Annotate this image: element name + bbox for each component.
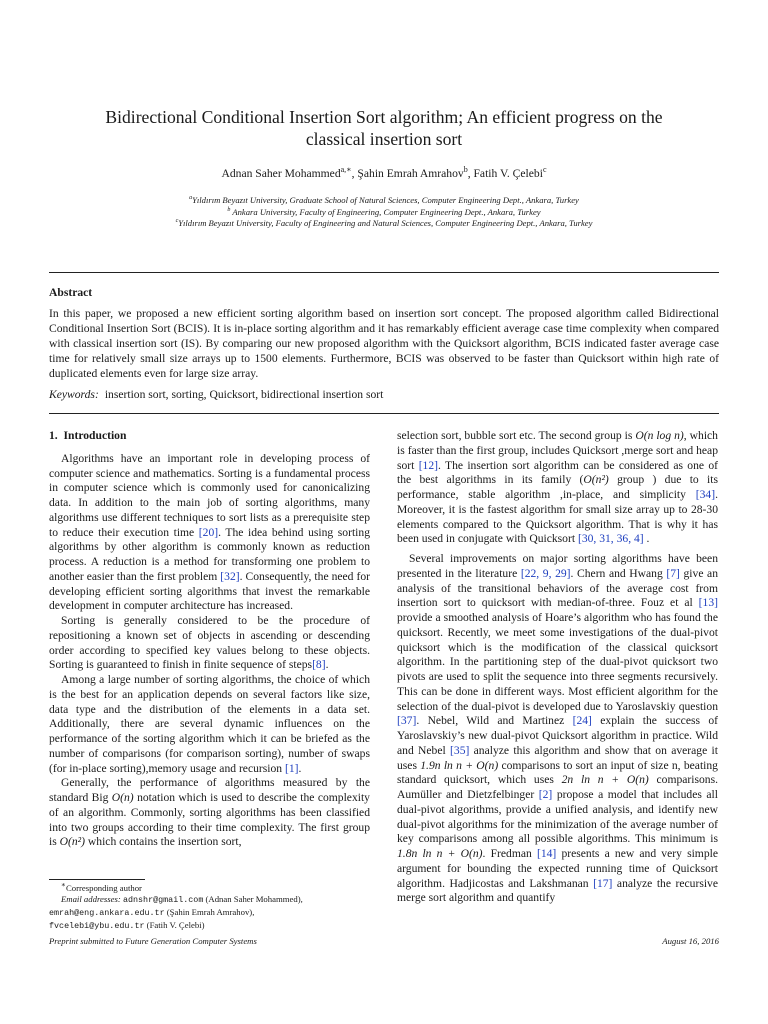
right-column <box>397 429 718 906</box>
footnote-email-line <box>49 894 379 907</box>
abstract-text: In this paper, we proposed a new efficient sorting algorithm based on insertion sort concept. The proposed algorithm called Bidirectional Conditional Insertion Sort (BCIS). It is in-place sorting algorithm and it has remarkably efficient average case time complexity when compared with classical insertion sort (IS). By comparing our new proposed algorithm with the Quicksort algorithm, BCIS indicated faster average case time for relatively small size arrays up to 1500 elements. Furthermore, BCIS was observed to be faster than Quicksort within high rate of duplicated elements even for large size array. <box>49 307 719 381</box>
affiliation-mark: b <box>227 206 231 213</box>
affiliation-mark: a <box>189 195 193 202</box>
citation-link[interactable]: [7] <box>666 566 680 580</box>
math-expression: 1.9n ln n + O(n) <box>420 758 499 772</box>
abstract-heading: Abstract <box>49 286 93 299</box>
footnote <box>49 880 379 932</box>
citation-link[interactable]: [13] <box>698 596 718 610</box>
math-expression: O(n log n) <box>635 429 684 442</box>
footnote-email-line <box>49 907 379 920</box>
email-owner: (Fatih V. Çelebi) <box>146 919 205 930</box>
paragraph: Algorithms have an important role in developing process of computer science and mathematics. Sorting is a fundamental process in computer science which is commonly used for canonicalizing data. In addition to the main job of sorting algorithms, many algorithms use different techniques to sort lists as a prerequisite step to reduce their execution time [20]. The idea behind using sorting algorithms by other algorithm is commonly known as reduction process. A reduction is a method for transforming one problem to another easier than the first problem [32]. Consequently, the need for developing efficient sorting algorithms that invest the remarkable development in computer architecture has increased. <box>49 451 371 613</box>
abstract-bottom-rule <box>49 413 719 414</box>
math-expression: O(n²) <box>59 835 86 849</box>
author-name: Şahin Emrah Amrahov <box>357 167 464 180</box>
citation-link[interactable]: [24] <box>572 714 592 728</box>
author-affiliation-mark: c <box>542 165 547 175</box>
email-owner: (Şahin Emrah Amrahov), <box>166 907 255 918</box>
date: August 16, 2016 <box>662 936 719 946</box>
paragraph: selection sort, bubble sort etc. The second group is O(n log n), which is faster than the first group, includes Quicksort ,merge sort and heap sort [12]. The insertion sort algorithm can be considered as one of the best algorithms in its family (O(n²) group ) due to its performance, stable algorithm ,in-place, and simplicity [34]. Moreover, it is the fastest algorithm for small size array up to 28-30 elements compared to the Quicksort algorithm. That is why it has been used in conjugate with Quicksort [30, 31, 36, 4] . <box>397 429 718 546</box>
email-link[interactable]: fvcelebi@ybu.edu.tr <box>49 920 145 931</box>
footnote-text: Corresponding author <box>65 882 142 893</box>
author-name: Adnan Saher Mohammed <box>221 167 341 180</box>
citation-link[interactable]: [37] <box>397 714 417 728</box>
citation-link[interactable]: [12] <box>418 458 439 472</box>
left-column <box>49 429 370 850</box>
math-expression: 1.8n ln n + O(n) <box>397 847 483 860</box>
affiliation-text: Ankara University, Faculty of Engineering, Computer Engineering Dept., Ankara, Turkey <box>232 206 541 217</box>
keywords-text: insertion sort, sorting, Quicksort, bidirectional insertion sort <box>104 388 384 401</box>
citation-link[interactable]: [34] <box>695 488 716 501</box>
email-link[interactable]: adnshr@gmail.com <box>122 895 204 906</box>
footnote-email-line <box>49 920 379 933</box>
affiliation-list <box>60 195 708 230</box>
paragraph: Among a large number of sorting algorithms, the choice of which is the best for an application depends on several factors like size, data type and the distribution of the elements in a data set. Additionally, there are several dynamic influences on the performance of the sorting algorithm which it can be briefed as the number of comparisons (for comparison sorting), number of swaps (for in-place sorting),memory usage and recursion [1]. <box>49 673 370 775</box>
affiliation-text: Yıldırım Beyazıt University, Graduate School of Natural Sciences, Computer Engineering Dept., Ankara, Turkey <box>192 195 579 205</box>
citation-link[interactable]: [2] <box>538 788 553 801</box>
footnote-corresponding <box>49 880 379 894</box>
citation-link[interactable]: [1] <box>284 761 299 775</box>
affiliation <box>60 218 708 230</box>
author-affiliation-mark: a,∗ <box>340 165 352 175</box>
affiliation-text: Yıldırım Beyazıt University, Faculty of Engineering and Natural Sciences, Computer Engineering Dept., Ankara, Turkey <box>178 218 593 229</box>
footnote-mark: ∗ <box>61 881 66 889</box>
paragraph: Several improvements on major sorting algorithms have been presented in the literature [22, 9, 29]. Chern and Hwang [7] give an analysis of the transitional behaviors of the average cost from insertion sort to quicksort with median-of-three. Fouz et al [13] provide a smoothed analysis of Hoare’s algorithm who has found the quicksort. Recently, we meet some investigations of the dual-pivot quicksort which is the modification of the classical quicksort algorithm. In the partitioning step of the dual-pivot quicksort two pivots are used to split the sequence into three segments recursively. This can be done in different ways. Most efficient algorithm for the selection of the dual-pivot is developed due to Yaroslavskiy question [37]. Nebel, Wild and Martinez [24] explain the success of Yaroslavskiy’s new dual-pivot Quicksort algorithm in practice. Wild and Nebel [35] analyze this algorithm and show that on average it uses 1.9n ln n + O(n) comparisons to sort an input of size n, beating standard quicksort, which uses 2n ln n + O(n) comparisons. Aumüller and Dietzfelbinger [2] propose a model that includes all dual-pivot algorithms, provide a unified analysis, and identify new dual-pivot algorithms for the minimization of the average number of key comparisons among all possible algorithms. This minimum is 1.8n ln n + O(n). Fredman [14] presents a new and very simple argument for bounding the expected running time of Quicksort algorithm. Hadjicostas and Lakshmanan [17] analyze the recursive merge sort algorithm and quantify <box>397 552 719 905</box>
citation-link[interactable]: [17] <box>593 876 613 890</box>
abstract-top-rule <box>49 272 719 273</box>
affiliation <box>60 207 708 219</box>
affiliation-mark: c <box>175 218 179 225</box>
author-name: Fatih V. Çelebi <box>473 167 543 180</box>
math-expression: O(n) <box>111 791 134 804</box>
paragraph: Sorting is generally considered to be the procedure of repositioning a known set of objects in ascending or descending order according to specified key values belong to these objects. Sorting is guaranteed to finish in finite sequence of steps[8]. <box>49 614 370 672</box>
paragraph: Generally, the performance of algorithms measured by the standard Big O(n) notation which is used to describe the complexity of an algorithm. Commonly, sorting algorithms has been classified into two groups according to their time complexity. The first group is O(n²) which contains the insertion sort, <box>49 776 370 849</box>
section-number: 1. <box>49 429 58 442</box>
citation-link[interactable]: [32] <box>220 569 240 583</box>
paper-title: Bidirectional Conditional Insertion Sort algorithm; An efficient progress on the classical insertion sort <box>105 107 663 149</box>
citation-link[interactable]: [35] <box>450 743 470 757</box>
preprint-note: Preprint submitted to Future Generation Computer Systems <box>49 936 257 946</box>
math-expression: 2n ln n + O(n) <box>561 773 649 787</box>
author-list: Adnan Saher Mohammed$^{a,∗}$, Şahin Emrah Amrahov$^b$, Fatih V. Çelebi$^c$ <box>221 165 547 180</box>
email-label: Email addresses: <box>61 894 121 905</box>
section-heading <box>49 429 370 444</box>
citation-link[interactable]: [30, 31, 36, 4] <box>577 532 644 546</box>
section-title: Introduction <box>63 429 127 442</box>
citation-link[interactable]: [8] <box>312 658 326 672</box>
email-owner: (Adnan Saher Mohammed), <box>205 894 303 905</box>
math-expression: O(n²) <box>583 473 609 487</box>
keywords <box>49 388 719 401</box>
affiliation <box>60 195 708 207</box>
keywords-label: Keywords: <box>49 388 99 401</box>
citation-link[interactable]: [20] <box>198 525 219 539</box>
author-affiliation-mark: b <box>463 165 468 175</box>
email-link[interactable]: emrah@eng.ankara.edu.tr <box>49 908 165 919</box>
citation-link[interactable]: [14] <box>536 847 557 860</box>
citation-link[interactable]: [22, 9, 29] <box>520 566 571 580</box>
